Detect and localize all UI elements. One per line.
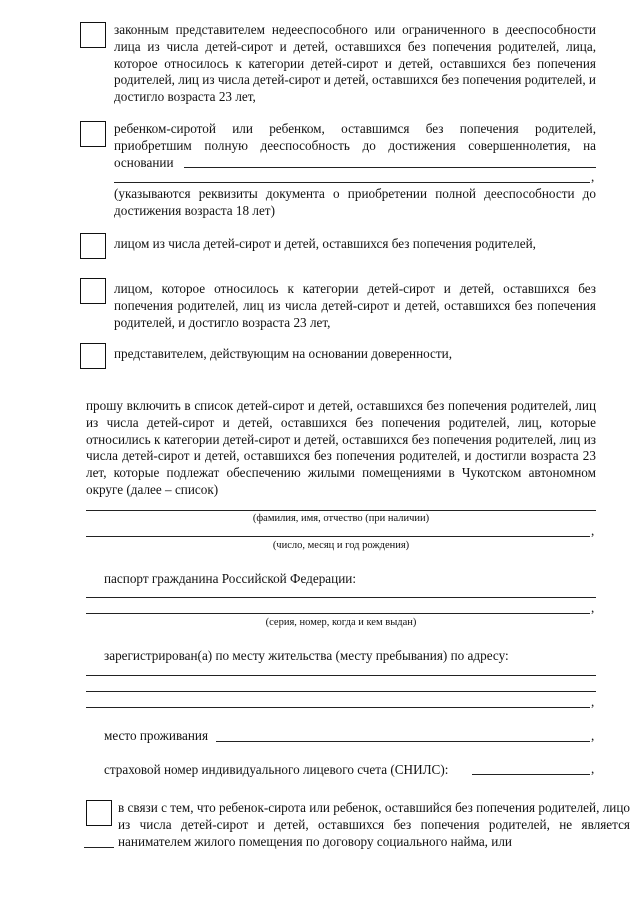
checkbox-legal-representative[interactable] [80,22,106,48]
checkbox-orphan-person[interactable] [80,233,106,259]
fio-line[interactable] [86,510,596,511]
checkbox-orphan-full-capacity[interactable] [80,121,106,147]
address-comma: , [591,694,595,709]
passport-caption: (серия, номер, когда и кем выдан) [265,617,417,628]
address-line-2[interactable] [86,691,596,692]
address-line-3[interactable] [86,707,590,708]
snils-line[interactable] [472,774,590,775]
basis-line-1[interactable] [184,167,596,168]
checkbox-former-orphan-23[interactable] [80,278,106,304]
registered-label: зарегистрирован(а) по месту жительства (месту пребывания) по адресу: [104,648,509,663]
option-proxy-representative-text: представителем, действующим на основании доверенности, [114,346,453,361]
residence-comma: , [591,728,595,743]
snils-label: страховой номер индивидуального лицевого счета (СНИЛС): [104,762,449,777]
option-former-orphan-23-text: лицом, которое относилось к категории детей-сирот и детей, оставшихся без попечения родителей, лиц из числа детей-сирот и детей, оставшихся без попечения родителей, и достигло возраста 23 лет, [114,281,596,330]
snils-comma: , [591,761,595,776]
residence-line[interactable] [216,741,590,742]
basis-hint: (указываются реквизиты документа о приобретении полной дееспособности до достижения возраста 18 лет) [114,186,596,218]
fio-caption: (фамилия, имя, отчество (при наличии) [252,513,430,524]
passport-comma: , [591,600,595,615]
option-legal-representative-text: законным представителем недееспособного или ограниченного в дееспособности лица из числа детей-сирот и детей, оставшихся без попечения родителей, лица, которое относилось к категории детей-сирот и детей, оставшихся без попечения родителей, лиц из числа детей-сирот и детей, оставшихся без попечения родителей, и достигло возраста 23 лет, [114,22,596,105]
address-line-1[interactable] [86,675,596,676]
basis-line-2[interactable] [114,182,590,183]
basis-comma: , [591,169,595,184]
reason-text: в связи с тем, что ребенок-сирота или ребенок, оставшийся без попечения родителей, лицо из числа детей-сирот и детей, оставшихся без попечения родителей, не является нанимателем жилого помещения по договору социального найма, или [118,800,630,849]
dob-comma: , [591,523,595,538]
reason-small-line [84,847,114,848]
passport-line-1[interactable] [86,597,596,598]
option-orphan-person-text: лицом из числа детей-сирот и детей, оставшихся без попечения родителей, [114,236,536,251]
residence-label: место проживания [104,728,209,743]
option-orphan-full-capacity-text: ребенком-сиротой или ребенком, оставшимся без попечения родителей, приобретшим полную дееспособность до достижения совершеннолетия, на основании [114,121,596,170]
passport-label: паспорт гражданина Российской Федерации: [104,571,356,586]
dob-line[interactable] [86,536,590,537]
dob-caption: (число, месяц и год рождения) [272,540,410,551]
checkbox-proxy-representative[interactable] [80,343,106,369]
passport-line-2[interactable] [86,613,590,614]
request-paragraph: прошу включить в список детей-сирот и детей, оставшихся без попечения родителей, лиц из числа детей-сирот и детей, оставшихся без попечения родителей, лиц, которые относились к категории детей-сирот и детей, оставшихся без попечения родителей, лиц из числа детей-сирот и детей, оставшихся без попечения родителей, и достигли возраста 23 лет, которые подлежат обеспечению жилыми помещениями в Чукотском автономном округе (далее – список) [86,398,596,497]
checkbox-not-tenant[interactable] [86,800,112,826]
